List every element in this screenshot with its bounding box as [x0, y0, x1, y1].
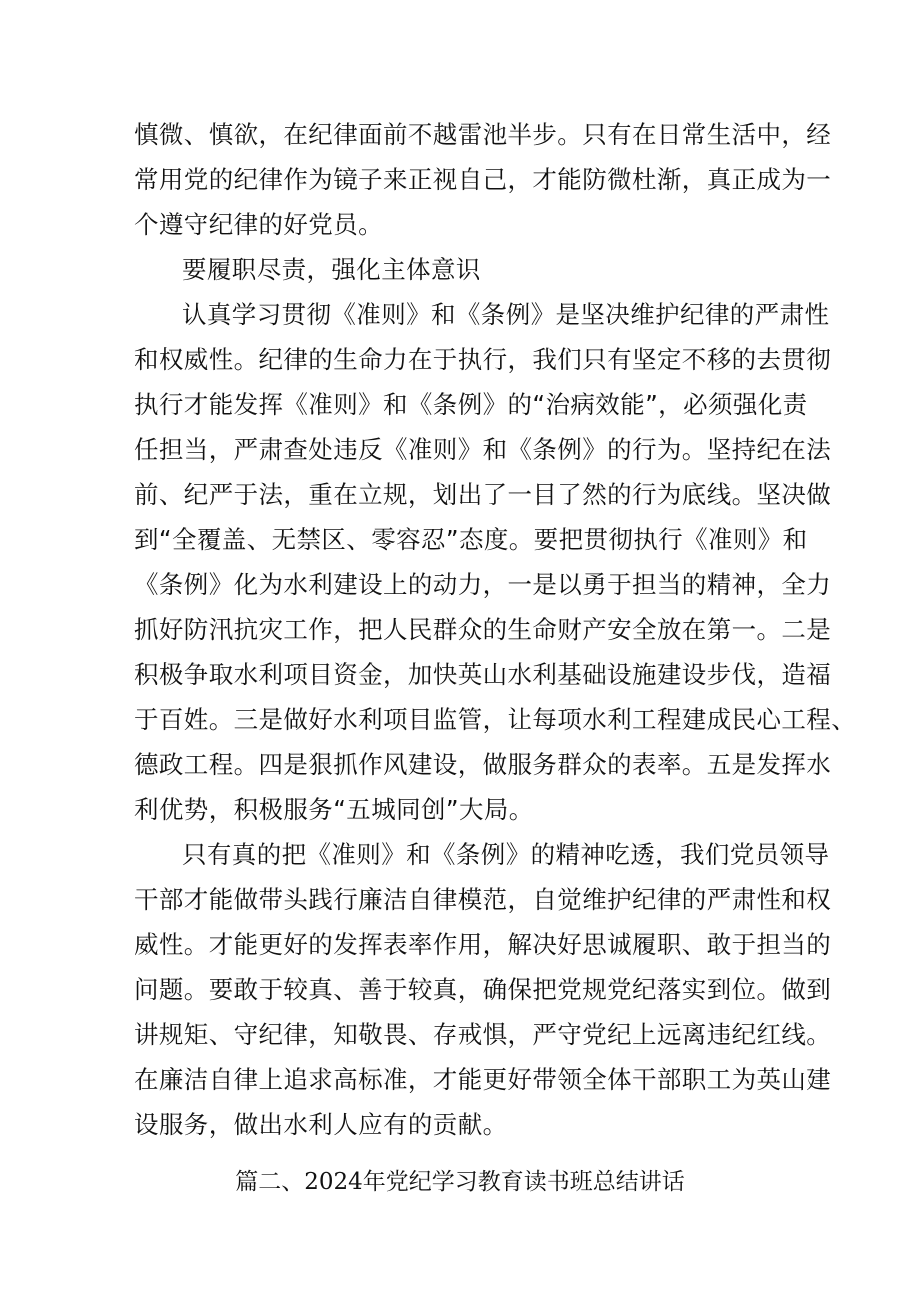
- document-body: [134, 112, 857, 1147]
- text-line: 只有真的把《准则》和《条例》的精神吃透，我们党员领导: [182, 840, 830, 869]
- text-line: 执行才能发挥《准则》和《条例》的“治病效能”，必须强化责: [134, 390, 808, 419]
- text-line: 抓好防汛抗灾工作，把人民群众的生命财产安全放在第一。二是: [134, 615, 832, 644]
- text-line: 前、纪严于法，重在立规，划出了一目了然的行为底线。坚决做: [134, 480, 832, 509]
- text-line: 要履职尽责，强化主体意识: [182, 255, 481, 284]
- text-line: 在廉洁自律上追求高标准，才能更好带领全体干部职工为英山建: [134, 1065, 832, 1094]
- text-line: 慎微、慎欲，在纪律面前不越雷池半步。只有在日常生活中，经: [134, 120, 832, 149]
- text-line: 任担当，严肃查处违反《准则》和《条例》的行为。坚持纪在法: [134, 435, 832, 464]
- text-line: 威性。才能更好的发挥表率作用，解决好思诚履职、敢于担当的: [134, 930, 832, 959]
- text-line: 利优势，积极服务“五城同创”大局。: [134, 795, 534, 824]
- paragraph: [134, 832, 832, 1147]
- section-title: 篇二、2024年党纪学习教育读书班总结讲话: [235, 1169, 685, 1195]
- text-line: 到“全覆盖、无禁区、零容忍”态度。要把贯彻执行《准则》和: [134, 525, 808, 554]
- text-line: 问题。要敢于较真、善于较真，确保把党规党纪落实到位。做到: [134, 975, 832, 1004]
- paragraph: [134, 112, 832, 247]
- text-line: 常用党的纪律作为镜子来正视自己，才能防微杜渐，真正成为一: [134, 165, 832, 194]
- text-line: 个遵守纪律的好党员。: [134, 210, 383, 239]
- text-line: 设服务，做出水利人应有的贡献。: [134, 1110, 508, 1139]
- text-line: 德政工程。四是狠抓作风建设，做服务群众的表率。五是发挥水: [134, 750, 832, 779]
- text-line: 《条例》化为水利建设上的动力，一是以勇于担当的精神，全力: [134, 570, 832, 599]
- text-line: 积极争取水利项目资金，加快英山水利基础设施建设步伐，造福: [134, 660, 832, 689]
- paragraph: [134, 292, 857, 832]
- text-line: 干部才能做带头践行廉洁自律模范，自觉维护纪律的严肃性和权: [134, 885, 832, 914]
- text-line: 讲规矩、守纪律，知敬畏、存戒惧，严守党纪上远离违纪红线。: [134, 1020, 832, 1049]
- text-line: 认真学习贯彻《准则》和《条例》是坚决维护纪律的严肃性: [182, 300, 830, 329]
- text-line: 于百姓。三是做好水利项目监管，让每项水利工程建成民心工程、: [134, 705, 857, 734]
- text-line: 和权威性。纪律的生命力在于执行，我们只有坚定不移的去贯彻: [134, 345, 832, 374]
- paragraph: [134, 247, 790, 292]
